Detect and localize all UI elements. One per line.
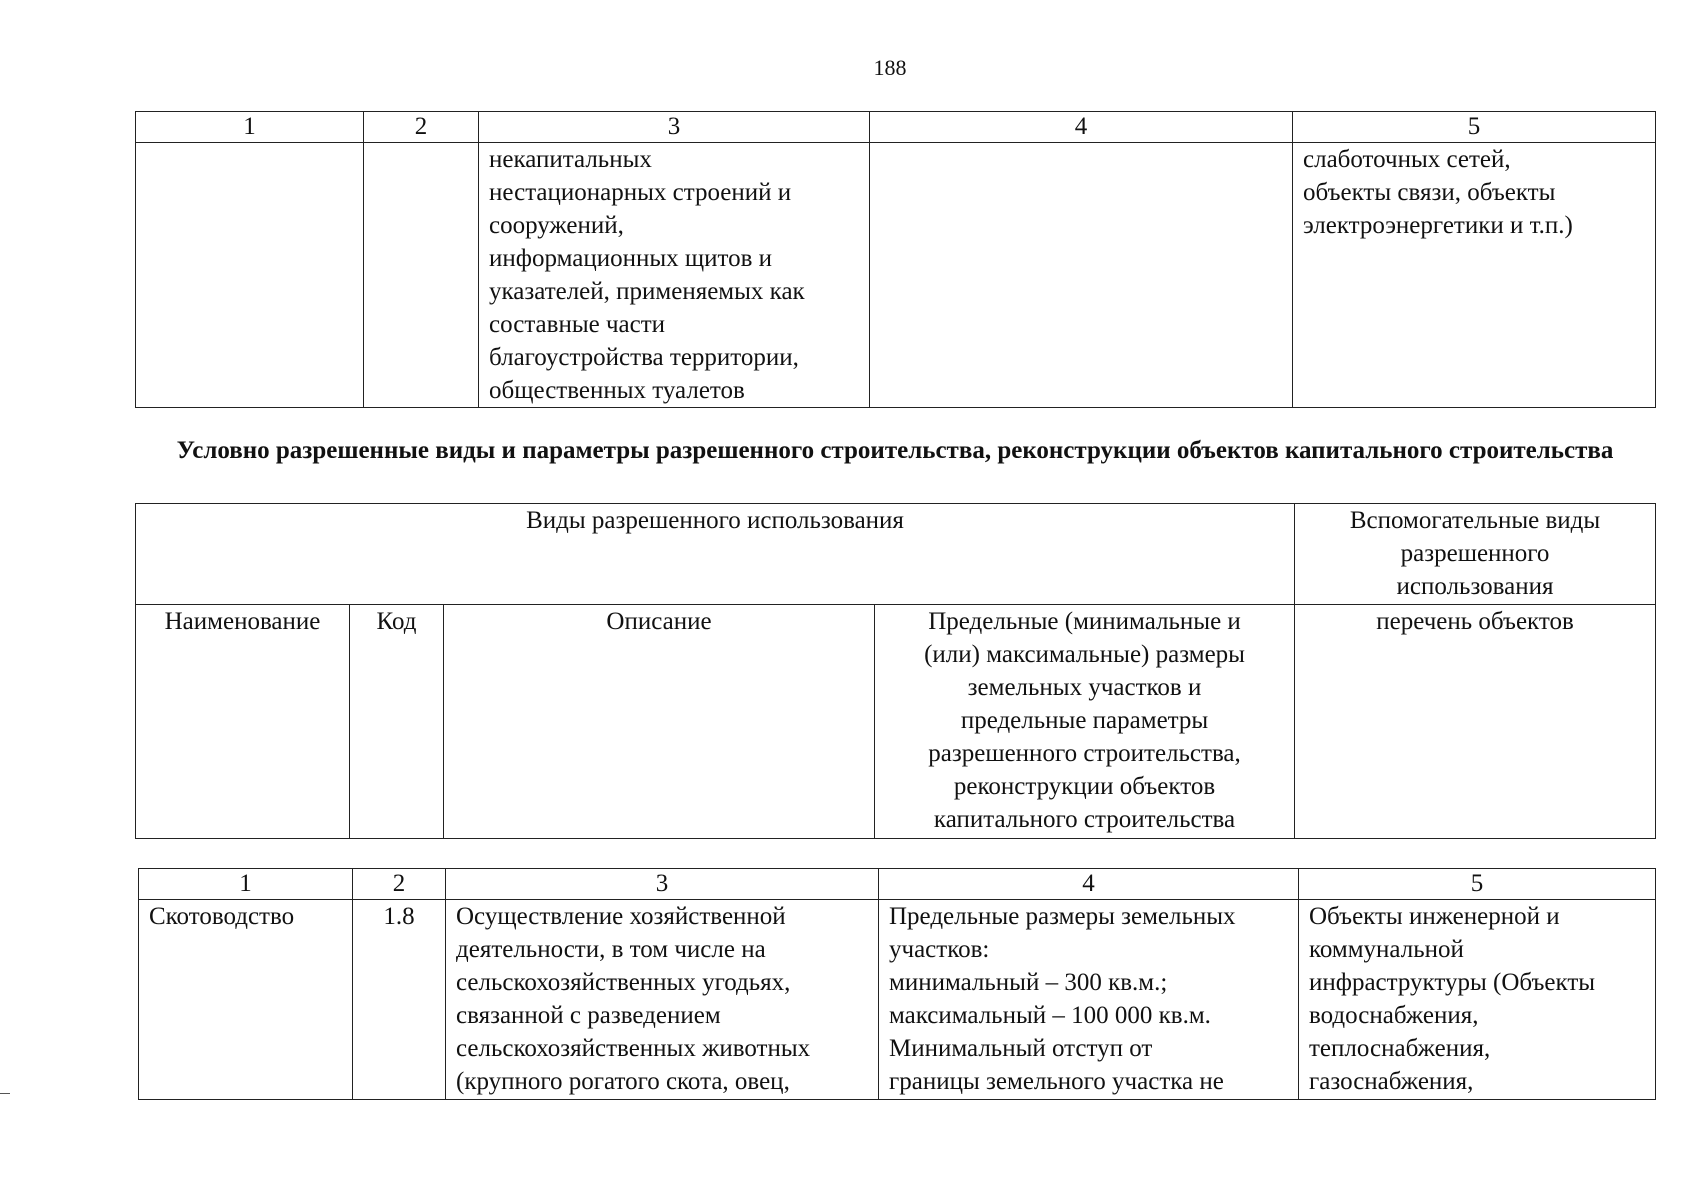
column-number-row — [139, 869, 1656, 900]
header-main: Виды разрешенного использования — [136, 504, 1295, 605]
column-number: 3 — [479, 112, 870, 143]
column-number: 1 — [136, 112, 364, 143]
name-cell: Скотоводство — [139, 900, 353, 1100]
name-cell — [136, 143, 364, 408]
column-number: 2 — [353, 869, 446, 900]
description-cell: Осуществление хозяйственной деятельности, в том числе на сельскохозяйственных угодьях, связанной с разведением сельскохозяйственных животных (крупного рогатого скота, овец, — [446, 900, 879, 1100]
header-objects: перечень объектов — [1295, 605, 1656, 839]
data-table — [138, 868, 1656, 1100]
code-cell — [364, 143, 479, 408]
header-table — [135, 503, 1656, 839]
column-number-row — [136, 112, 1656, 143]
column-number: 4 — [870, 112, 1293, 143]
code-cell: 1.8 — [353, 900, 446, 1100]
header-description: Описание — [444, 605, 875, 839]
objects-cell: слаботочных сетей, объекты связи, объекты электроэнергетики и т.п.) — [1293, 143, 1656, 408]
header-params: Предельные (минимальные и (или) максимальные) размеры земельных участков и предельные параметры разрешенного строительства, реконструкции объектов капитального строительства — [875, 605, 1295, 839]
header-group-row — [136, 504, 1656, 605]
params-cell — [870, 143, 1293, 408]
column-number: 5 — [1299, 869, 1656, 900]
header-columns-row — [136, 605, 1656, 839]
header-code: Код — [350, 605, 444, 839]
column-number: 4 — [879, 869, 1299, 900]
margin-mark — [0, 1093, 10, 1094]
header-name: Наименование — [136, 605, 350, 839]
column-number: 2 — [364, 112, 479, 143]
table-row — [139, 900, 1656, 1100]
section-title: Условно разрешенные виды и параметры разрешенного строительства, реконструкции объектов капитального строительства — [176, 437, 1614, 464]
column-number: 5 — [1293, 112, 1656, 143]
description-cell: некапитальных нестационарных строений и сооружений, информационных щитов и указателей, применяемых как составные части благоустройства территории, общественных туалетов — [479, 143, 870, 408]
page-number: 188 — [873, 55, 907, 80]
params-cell: Предельные размеры земельных участков: минимальный – 300 кв.м.; максимальный – 100 000 кв.м. Минимальный отступ от границы земельного участка не — [879, 900, 1299, 1100]
column-number: 1 — [139, 869, 353, 900]
continuation-table — [135, 111, 1656, 408]
table-row — [136, 143, 1656, 408]
column-number: 3 — [446, 869, 879, 900]
header-aux: Вспомогательные виды разрешенного использования — [1295, 504, 1656, 605]
objects-cell: Объекты инженерной и коммунальной инфраструктуры (Объекты водоснабжения, теплоснабжения, газоснабжения, — [1299, 900, 1656, 1100]
